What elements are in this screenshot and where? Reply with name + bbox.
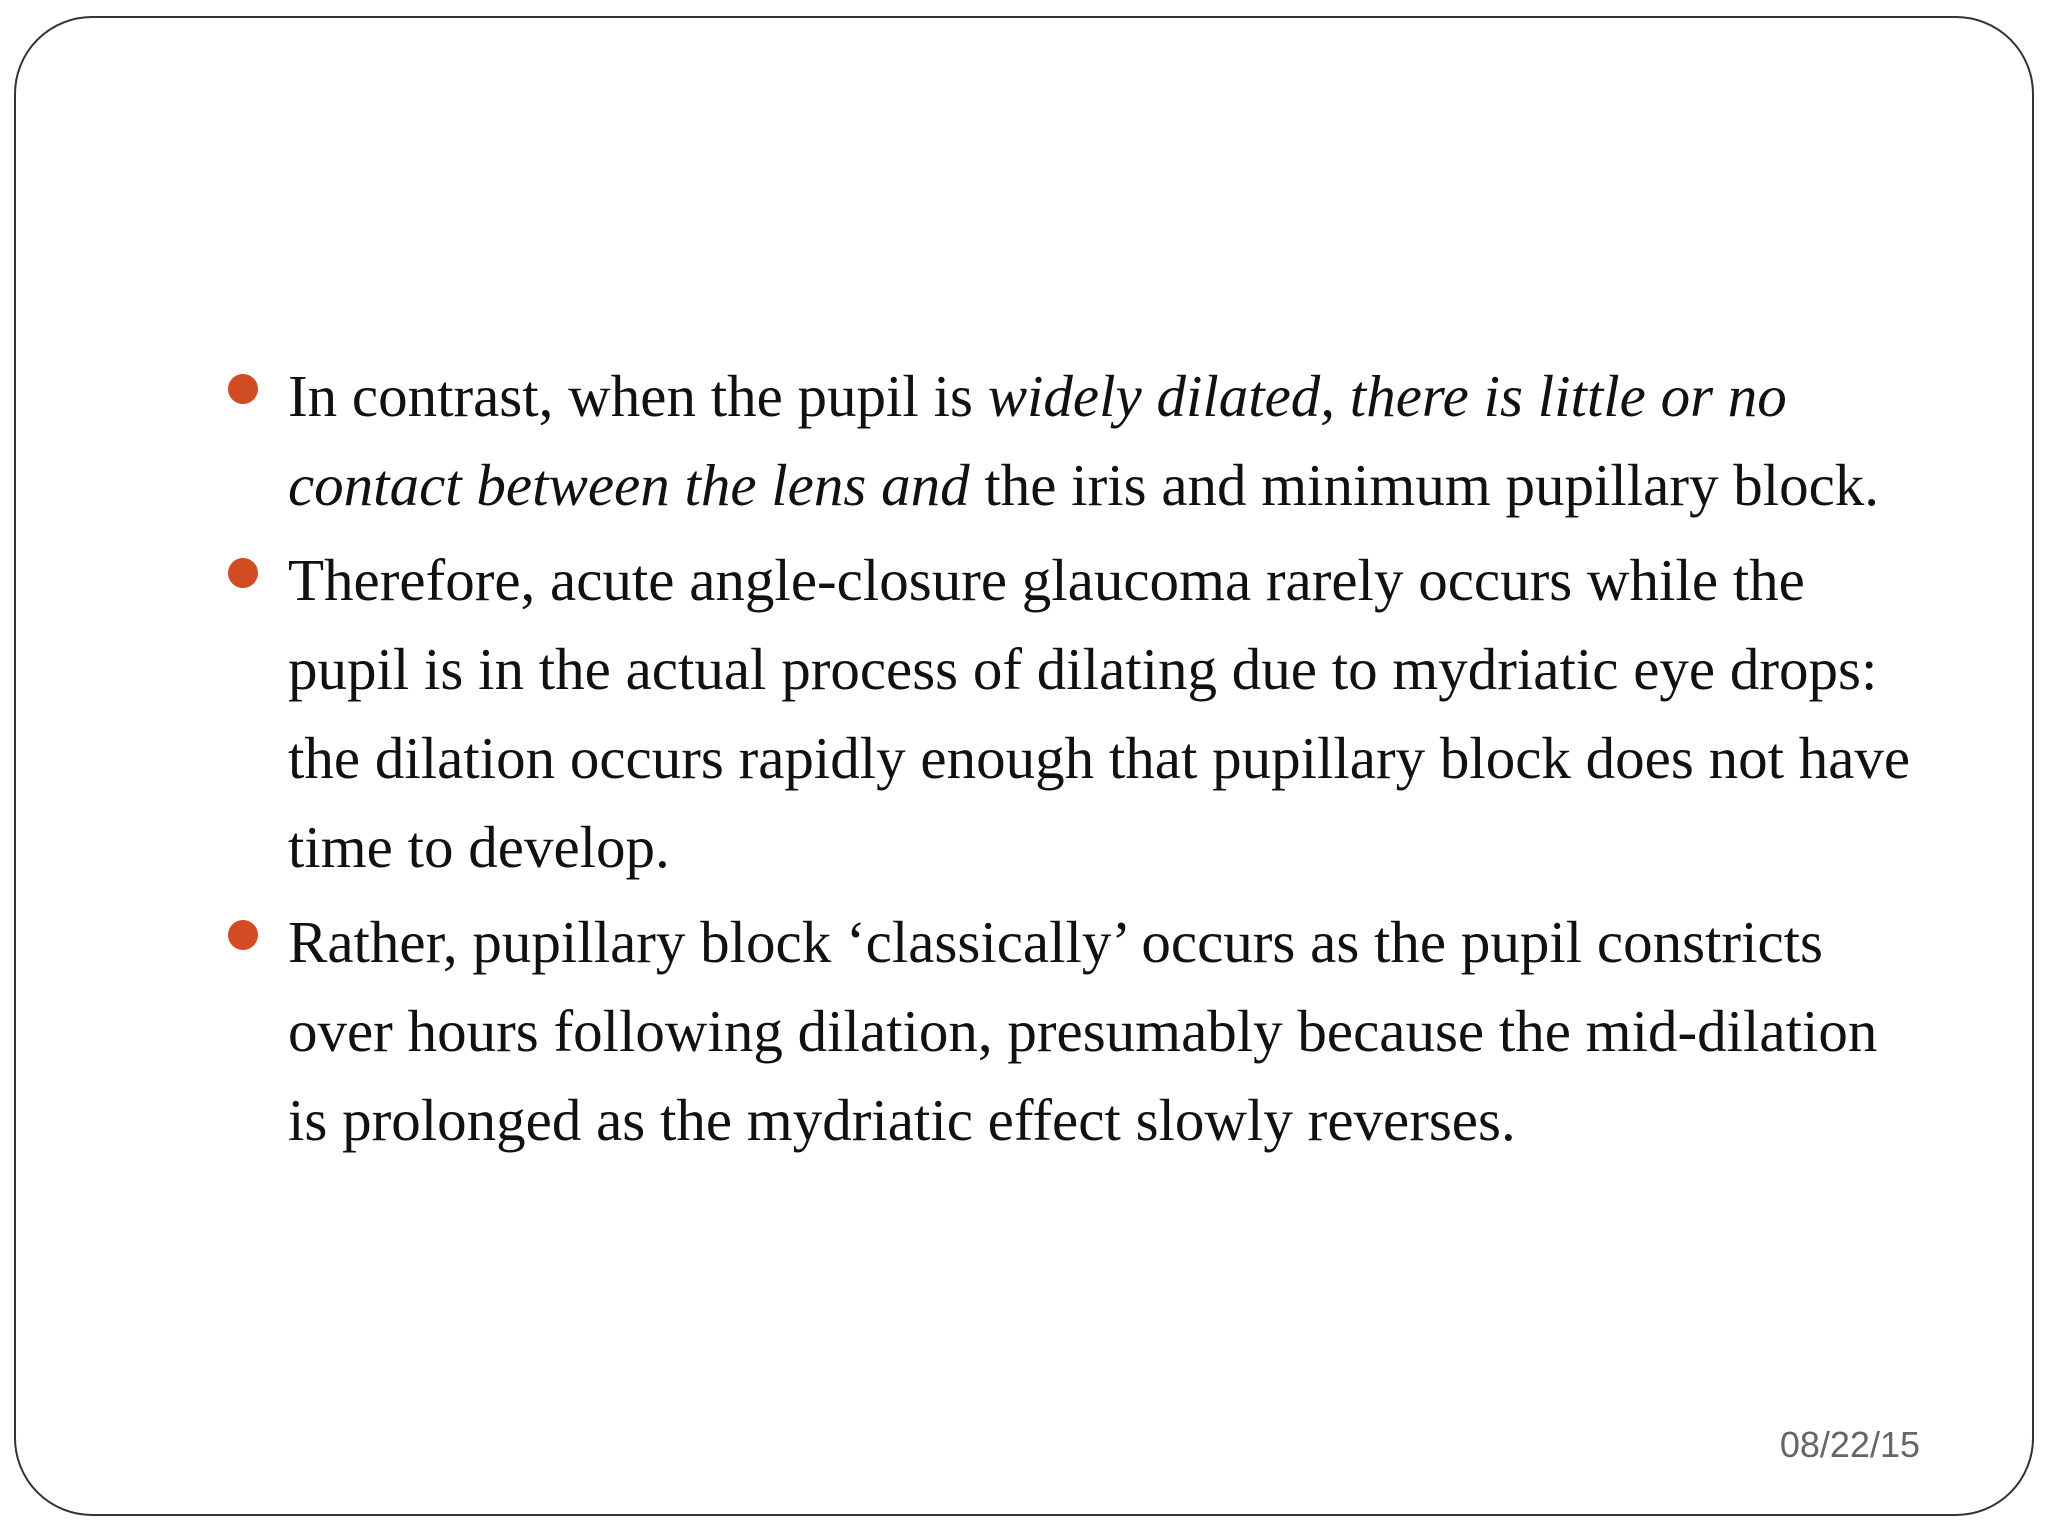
slide-date: 08/22/15: [1779, 1424, 1920, 1465]
bullet-1-text-start: In contrast, when the pupil is: [288, 363, 988, 429]
bullet-item-2: [228, 536, 1928, 892]
slide-content: [228, 352, 1928, 1165]
bullet-1-text-end: the iris and minimum pupillary block.: [969, 452, 1880, 518]
bullet-dot-icon: [228, 558, 258, 588]
bullet-text-1: [288, 363, 1879, 518]
bullet-item-3: [228, 898, 1928, 1165]
bullet-item-1: [228, 352, 1928, 530]
bullet-1-italic-text: widely dilated, there is little or no contact between the lens and: [288, 363, 1787, 518]
bullet-text-2: Therefore, acute angle-closure glaucoma rarely occurs while the pupil is in the actual process of dilating due to mydriatic eye drops: the dilation occurs rapidly enough that pupillary block does not have time to develop.: [288, 547, 1911, 880]
bullet-text-3: Rather, pupillary block ‘classically’ occurs as the pupil constricts over hours following dilation, presumably because the mid-dilation is prolonged as the mydriatic effect slowly reverses.: [288, 909, 1878, 1153]
bullet-dot-icon: [228, 374, 258, 404]
bullet-dot-icon: [228, 920, 258, 950]
